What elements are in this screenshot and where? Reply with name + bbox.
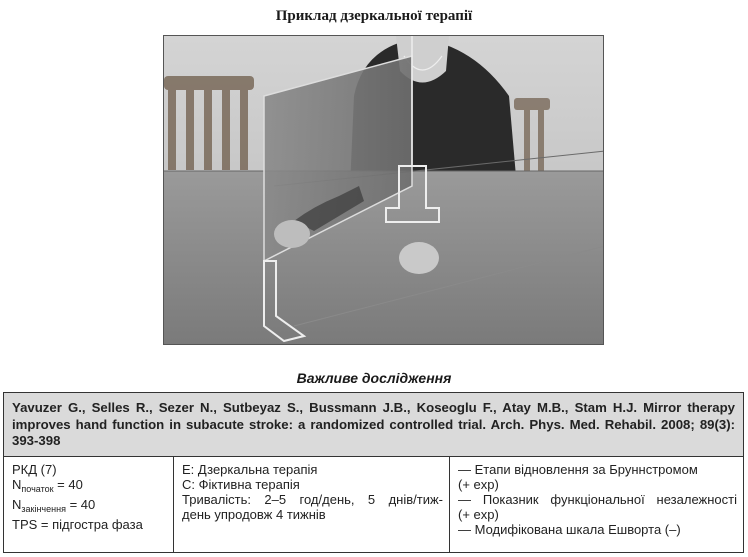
section-title: Важливе дослідження	[296, 370, 452, 386]
intervention-cell	[174, 457, 450, 552]
figure-title: Приклад дзеркальної терапії	[275, 8, 473, 24]
mirror-therapy-photo	[163, 35, 604, 345]
tps-phase: TPS = підгостра фаза	[12, 517, 143, 532]
outcome-3: — Модифікована шкала Ешворта (–)	[458, 522, 681, 537]
outcome-1: — Етапи відновлення за Бруннстромом	[458, 462, 698, 477]
outcome-2: — Показник функціональної незалежності	[458, 492, 737, 507]
duration-line-1: Тривалість: 2–5 год/день, 5 днів/тиж-	[182, 492, 443, 507]
outcome-2-result: (+ exp)	[458, 507, 499, 522]
duration-line-2: день упродовж 4 тижнів	[182, 507, 326, 522]
control-group: С: Фіктивна терапія	[182, 477, 300, 492]
study-table	[3, 392, 744, 553]
outcome-1-result: (+ exp)	[458, 477, 499, 492]
study-type: РКД (7)	[12, 462, 57, 477]
study-citation: Yavuzer G., Selles R., Sezer N., Sutbeyaz S., Bussmann J.B., Koseoglu F., Atay M.B., Stam H.J. Mirror therapy improves hand function in subacute stroke: a randomized controlled trial. Arch. Phys. Med. Rehabil. 2008; 89(3): 393-398	[4, 393, 743, 457]
study-design-cell	[4, 457, 174, 552]
outcomes-cell	[450, 457, 743, 552]
n-end: $N_{закінчення} = 40$	[12, 497, 96, 514]
n-start: $N_{початок} = 40$	[12, 477, 83, 494]
experimental-group: Е: Дзеркальна терапія	[182, 462, 318, 477]
